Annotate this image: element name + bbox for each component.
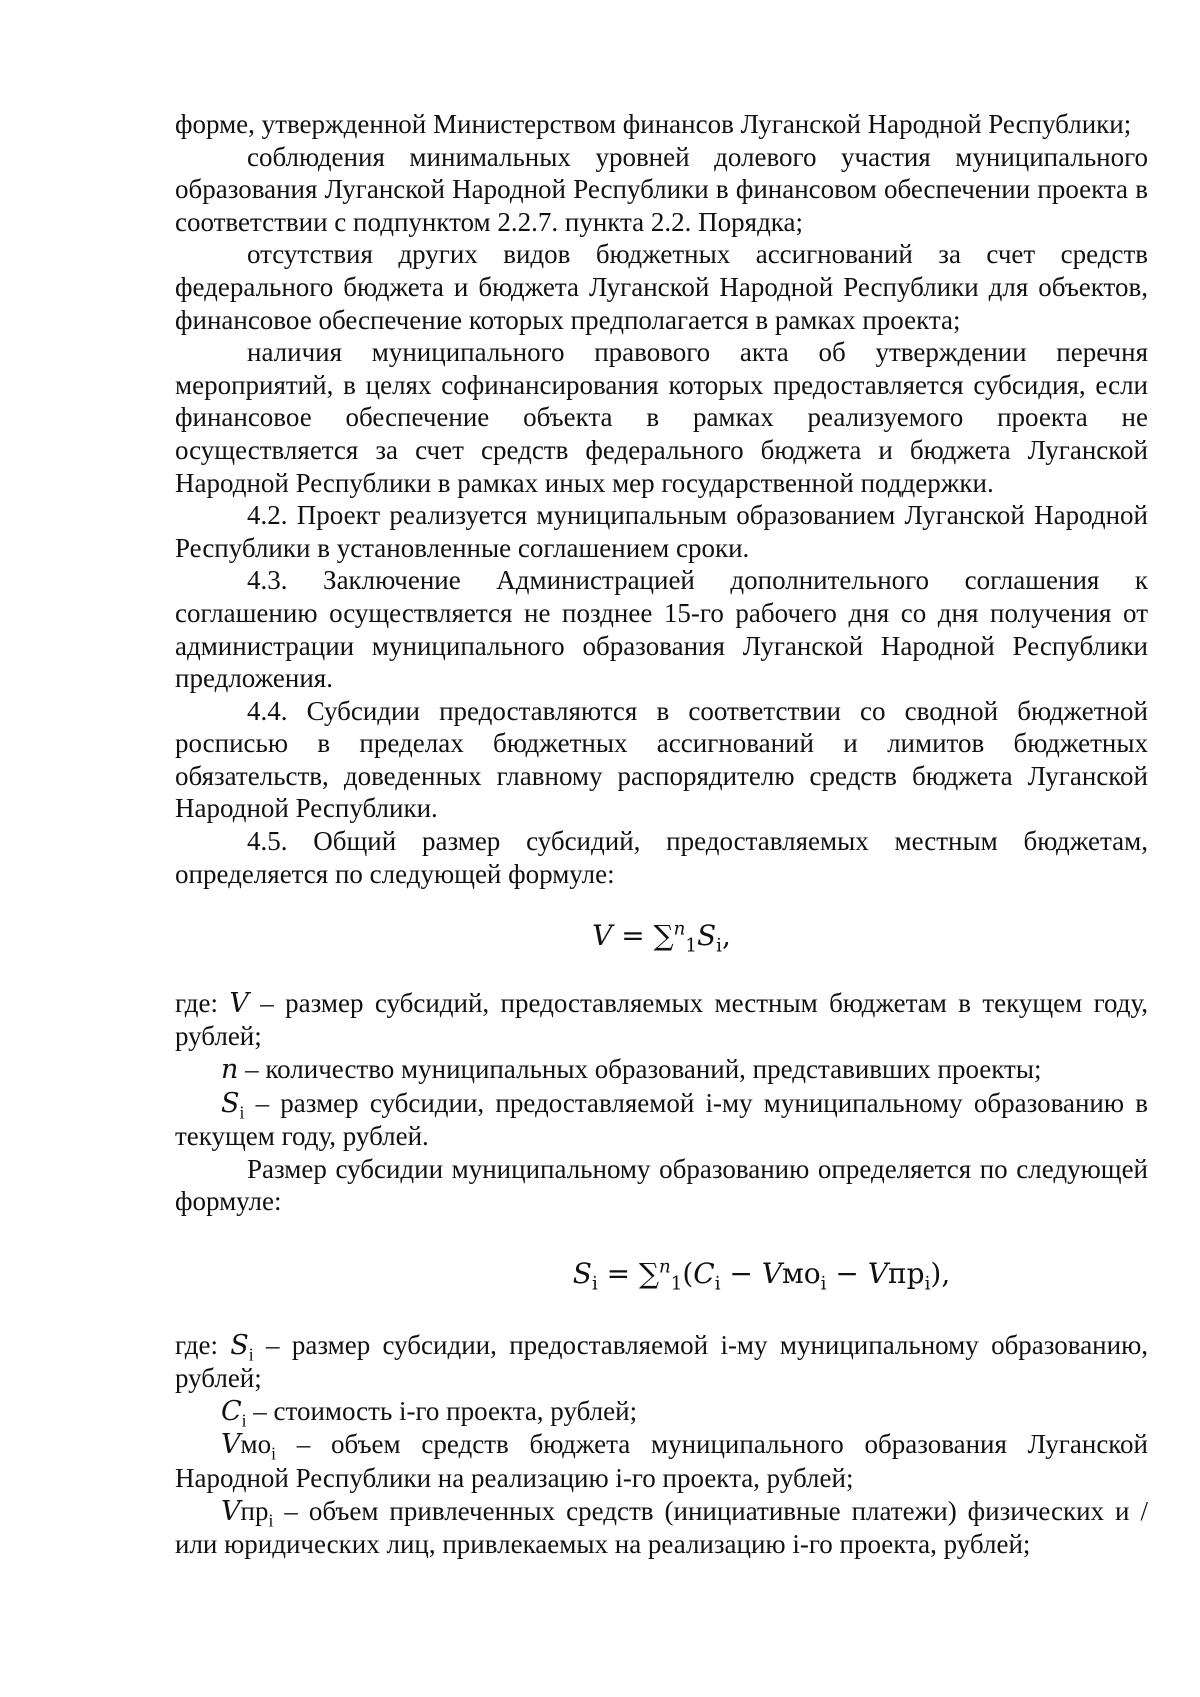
paragraph-4-2: 4.2. Проект реализуется муниципальным образованием Луганской Народной Республики в установленные соглашением сроки. [175, 500, 1148, 563]
symbol-s: S [230, 1329, 249, 1361]
definition2-si-text: – размер субсидии, предоставляемой i-му муниципальному образованию, рублей; [175, 1329, 1148, 1394]
formula-subsidy-per-municipality [175, 1256, 1148, 1295]
definition2-vpr-text: – объем привлеченных средств (инициативные платежи) физических и / или юридических лиц, привлекаемых на реализацию i-го проекта, рублей; [175, 1495, 1148, 1560]
formula2-symbol-c: C [693, 1257, 715, 1290]
symbol-pr: пр [240, 1495, 269, 1526]
symbol-mo-subscript: i [271, 1443, 276, 1464]
formula-symbol-s: S [696, 919, 717, 953]
paragraph-no-other-allocations: отсутствия других видов бюджетных ассигнований за счет средств федерального бюджета и бюджета Луганской Народной Республики для объектов, финансовое обеспечение которых предполагается в рамках проекта; [175, 239, 1148, 335]
definition2-ci-text: – стоимость i-го проекта, рублей; [246, 1395, 638, 1426]
definition-n [175, 1053, 1148, 1087]
formula2-open-paren: ( [682, 1257, 694, 1290]
formula2-sum-symbol: ∑ [639, 1257, 660, 1290]
formula2-symbol-s: S [572, 1257, 592, 1290]
formula-subscript-i: i [716, 935, 722, 957]
paragraph-4-5: 4.5. Общий размер субсидий, предоставляемых местным бюджетам, определяется по следующей формуле: [175, 826, 1148, 889]
document-page [175, 108, 1148, 1561]
symbol-v: V [229, 987, 249, 1019]
symbol-s: S [221, 1087, 240, 1119]
formula2-subscript-i: i [591, 1273, 598, 1295]
symbol-v: V [221, 1429, 241, 1461]
paragraph-municipal-act: наличия муниципального правового акта об утверждении перечня мероприятий, в целях софинансирования которых предоставляется субсидия, если финансовое обеспечение объекта в рамках реализуемого проекта не осуществляется за счет средств федерального бюджета и бюджета Луганской Народной Республики в рамках иных мер государственной поддержки. [175, 337, 1148, 498]
formula2-equals: = [597, 1257, 640, 1290]
formula2-close-paren: ), [930, 1257, 951, 1290]
formula2-pr-text: пр [888, 1257, 925, 1290]
formula-total-subsidy [175, 918, 1148, 957]
paragraph-minimum-levels: соблюдения минимальных уровней долевого участия муниципального образования Луганской Народной Республики в финансовом обеспечении проекта в соответствии с подпунктом 2.2.7. пункта 2.2. Порядка; [175, 141, 1148, 237]
formula2-c-subscript: i [714, 1273, 721, 1295]
symbol-s-subscript: i [248, 1343, 254, 1364]
definition2-vmo [175, 1428, 1148, 1494]
formula2-sum-upper: n [659, 1256, 671, 1278]
symbol-n: n [221, 1054, 239, 1086]
sum-upper-limit: n [673, 918, 686, 940]
symbol-mo: мо [240, 1429, 272, 1460]
formula-symbol-v: V [592, 919, 613, 953]
formula-comma: , [721, 919, 731, 953]
symbol-s-subscript: i [239, 1102, 245, 1123]
definition-si-text: – размер субсидии, предоставляемой i-му муниципальному образованию в текущем году, рублей. [175, 1087, 1148, 1152]
where-label: где: [175, 987, 230, 1018]
formula2-minus: − [720, 1257, 762, 1290]
definition2-vpr [175, 1495, 1148, 1561]
paragraph-4-3: 4.3. Заключение Администрацией дополнительного соглашения к соглашению осуществляется не позднее 15-го рабочего дня со дня получения от администрации муниципального образования Луганской Народной Республики предложения. [175, 565, 1148, 694]
where-label: где: [175, 1329, 231, 1360]
definition2-si [175, 1329, 1148, 1395]
definition-n-text: – количество муниципальных образований, представивших проекты; [238, 1054, 1042, 1085]
symbol-pr-subscript: i [268, 1509, 274, 1530]
formula2-sum-lower: 1 [670, 1273, 683, 1295]
formula2-symbol-v: V [867, 1257, 888, 1290]
formula2-symbol-v: V [761, 1257, 783, 1290]
definition-v-text: – размер субсидий, предоставляемых местным бюджетам в текущем году, рублей; [175, 987, 1148, 1052]
formula2-minus: − [826, 1257, 868, 1290]
definition-si [175, 1087, 1148, 1153]
sum-symbol: ∑ [653, 919, 674, 953]
symbol-c-subscript: i [241, 1410, 247, 1431]
definition2-vmo-text: – объем средств бюджета муниципального образования Луганской Народной Республики на реализацию i-го проекта, рублей; [175, 1429, 1148, 1493]
symbol-v: V [221, 1495, 241, 1527]
formula2-mo-text: мо [782, 1257, 821, 1290]
definition2-ci [175, 1395, 1148, 1429]
formula2-pr-subscript: i [924, 1273, 931, 1295]
paragraph-subsidy-size: Размер субсидии муниципальному образованию определяется по следующей формуле: [175, 1153, 1148, 1217]
symbol-c: C [221, 1395, 242, 1427]
paragraph-form: форме, утвержденной Министерством финансов Луганской Народной Республики; [175, 109, 1132, 139]
formula2-mo-subscript: i [820, 1273, 827, 1295]
formula-equals: = [612, 919, 654, 953]
sum-lower-limit: 1 [685, 935, 697, 957]
paragraph-4-4: 4.4. Субсидии предоставляются в соответствии со сводной бюджетной росписью в пределах бюджетных ассигнований и лимитов бюджетных обязательств, доведенных главному распорядителю средств бюджета Луганской Народной Республики. [175, 695, 1148, 824]
definition-v [175, 987, 1148, 1053]
